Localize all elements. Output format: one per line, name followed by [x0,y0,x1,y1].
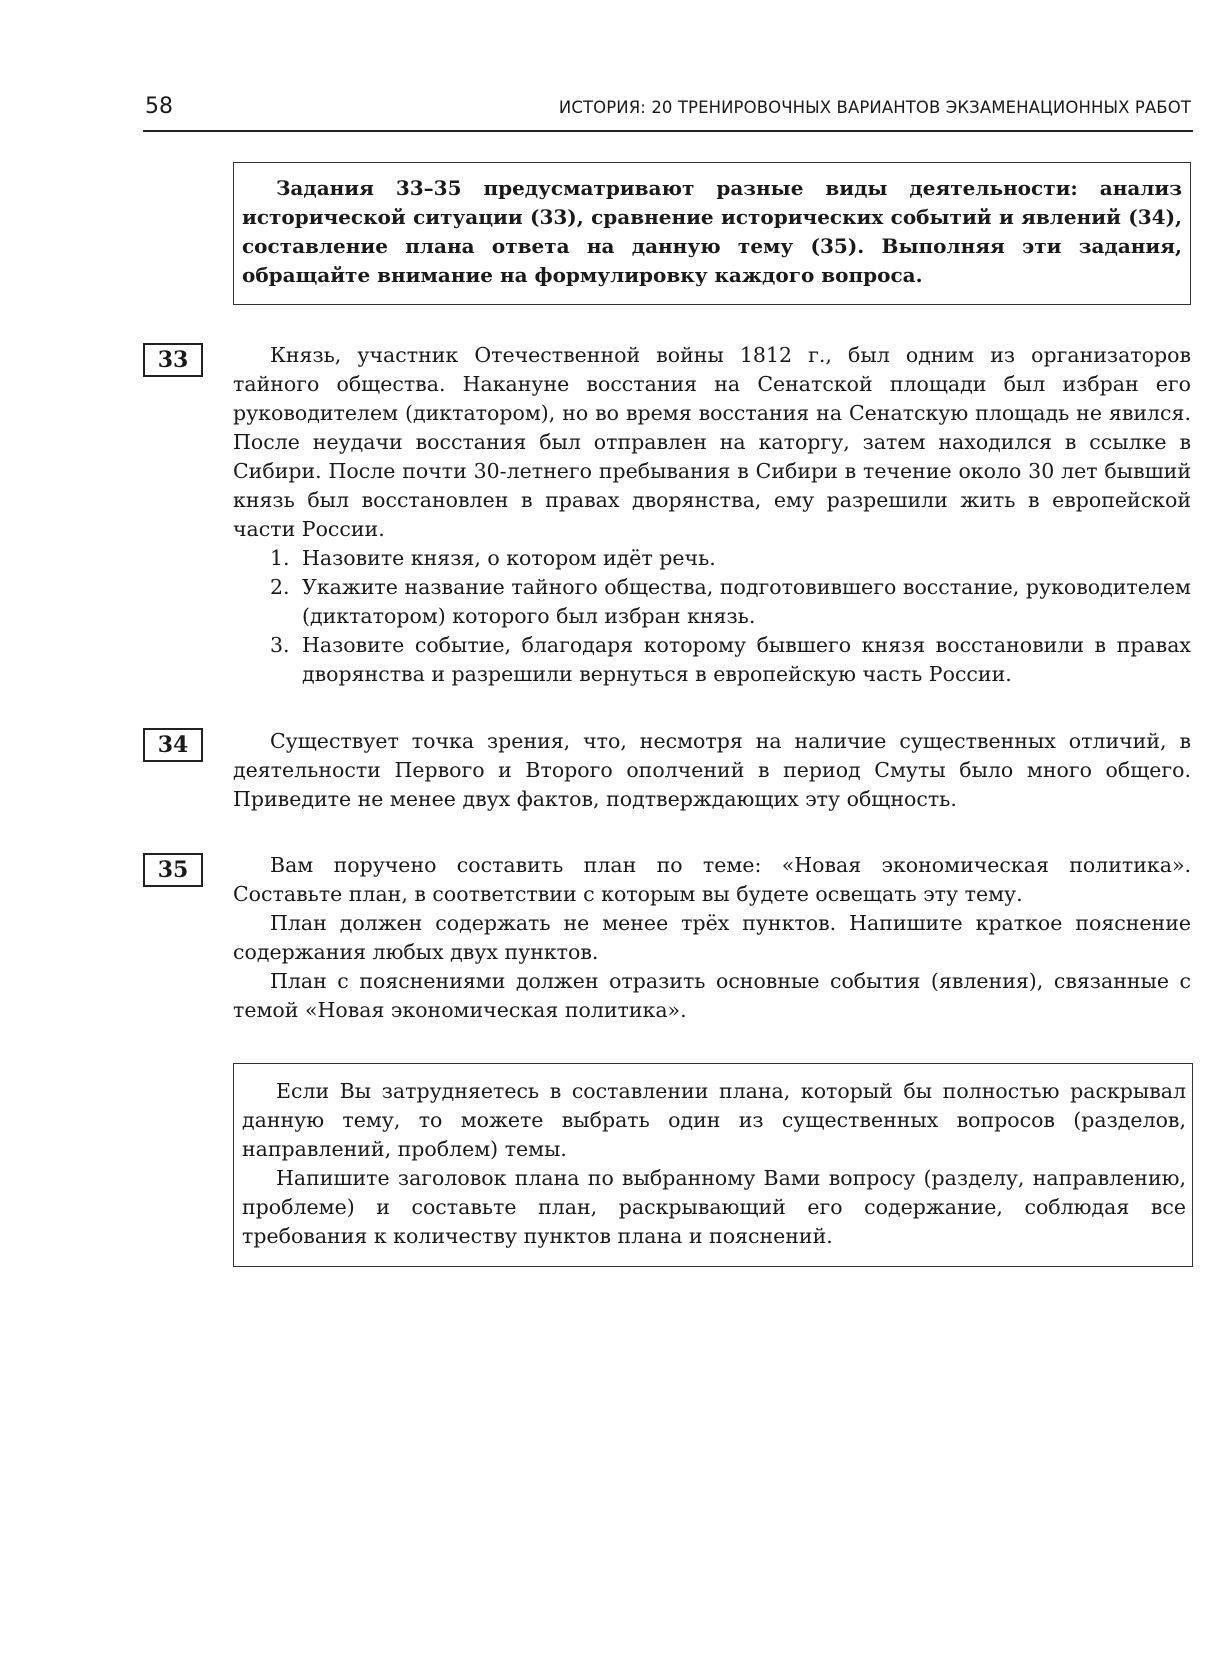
instructions-text: Задания 33–35 предусматривают разные виды деятельности: анализ исторической ситуации (33), сравнение исторических событий и явлений (34), составление плана ответа на данную тему (35). Выполняя эти задания, обращайте внимание на формулировку каждого вопроса. [242,176,1182,287]
task-33-question [270,573,1191,631]
task-number-35: 35 [143,853,203,887]
task-number-34: 34 [143,728,203,762]
task-33-text: Князь, участник Отечественной войны 1812 г., был одним из организаторов тайного общества. Накануне восстания на Сенатской площади был избран его руководителем (диктатором), но во время восстания на Сенатскую площадь не явился. После неудачи восстания был отправлен на каторгу, затем находился в ссылке в Сибири. После почти 30-летнего пребывания в Сибири в течение около 30 лет бывший князь был восстановлен в правах дворянства, ему разрешили жить в европейской части России. [233,343,1191,541]
task-33-questions [233,544,1191,689]
hint-paragraph: Если Вы затрудняетесь в составлении плана, который бы полностью раскрывал данную тему, то можете выбрать один из существенных вопросов (разделов, направлений, проблем) темы. [242,1079,1186,1161]
task-35-paragraph: Вам поручено составить план по теме: «Новая экономическая политика». Составьте план, в соответствии с которым вы будете освещать эту тему. [233,853,1191,906]
question-number: 3. [270,633,290,657]
task-35-body [233,851,1191,1025]
task-33-question [270,631,1191,689]
question-text: Назовите князя, о котором идёт речь. [302,546,716,570]
hint-paragraph: Напишите заголовок плана по выбранному Вами вопросу (разделу, направлению, проблеме) и составьте план, раскрывающий его содержание, соблюдая все требования к количеству пунктов плана и пояснений. [242,1166,1186,1248]
instructions-box [233,162,1191,305]
page-number: 58 [145,94,173,119]
task-number-33: 33 [143,343,203,377]
page-header [143,92,1193,132]
running-title: ИСТОРИЯ: 20 ТРЕНИРОВОЧНЫХ ВАРИАНТОВ ЭКЗАМЕНАЦИОННЫХ РАБОТ [558,98,1191,117]
task-35-paragraph: План с пояснениями должен отразить основные события (явления), связанные с темой «Новая экономическая политика». [233,969,1191,1022]
question-number: 2. [270,575,290,599]
hint-box [233,1063,1193,1267]
task-35-paragraph: План должен содержать не менее трёх пунктов. Напишите краткое пояснение содержания любых двух пунктов. [233,911,1191,964]
task-33-question [270,544,1191,573]
task-33-body [233,341,1191,689]
task-34-text: Существует точка зрения, что, несмотря на наличие существенных отличий, в деятельности Первого и Второго ополчений в период Смуты было много общего. Приведите не менее двух фактов, подтверждающих эту общность. [233,729,1191,811]
question-text: Назовите событие, благодаря которому бывшего князя восстановили в правах дворянства и разрешили вернуться в европейскую часть России. [302,633,1191,686]
question-number: 1. [270,546,290,570]
task-34-body [233,727,1191,814]
question-text: Укажите название тайного общества, подготовившего восстание, руководителем (диктатором) которого был избран князь. [302,575,1191,628]
